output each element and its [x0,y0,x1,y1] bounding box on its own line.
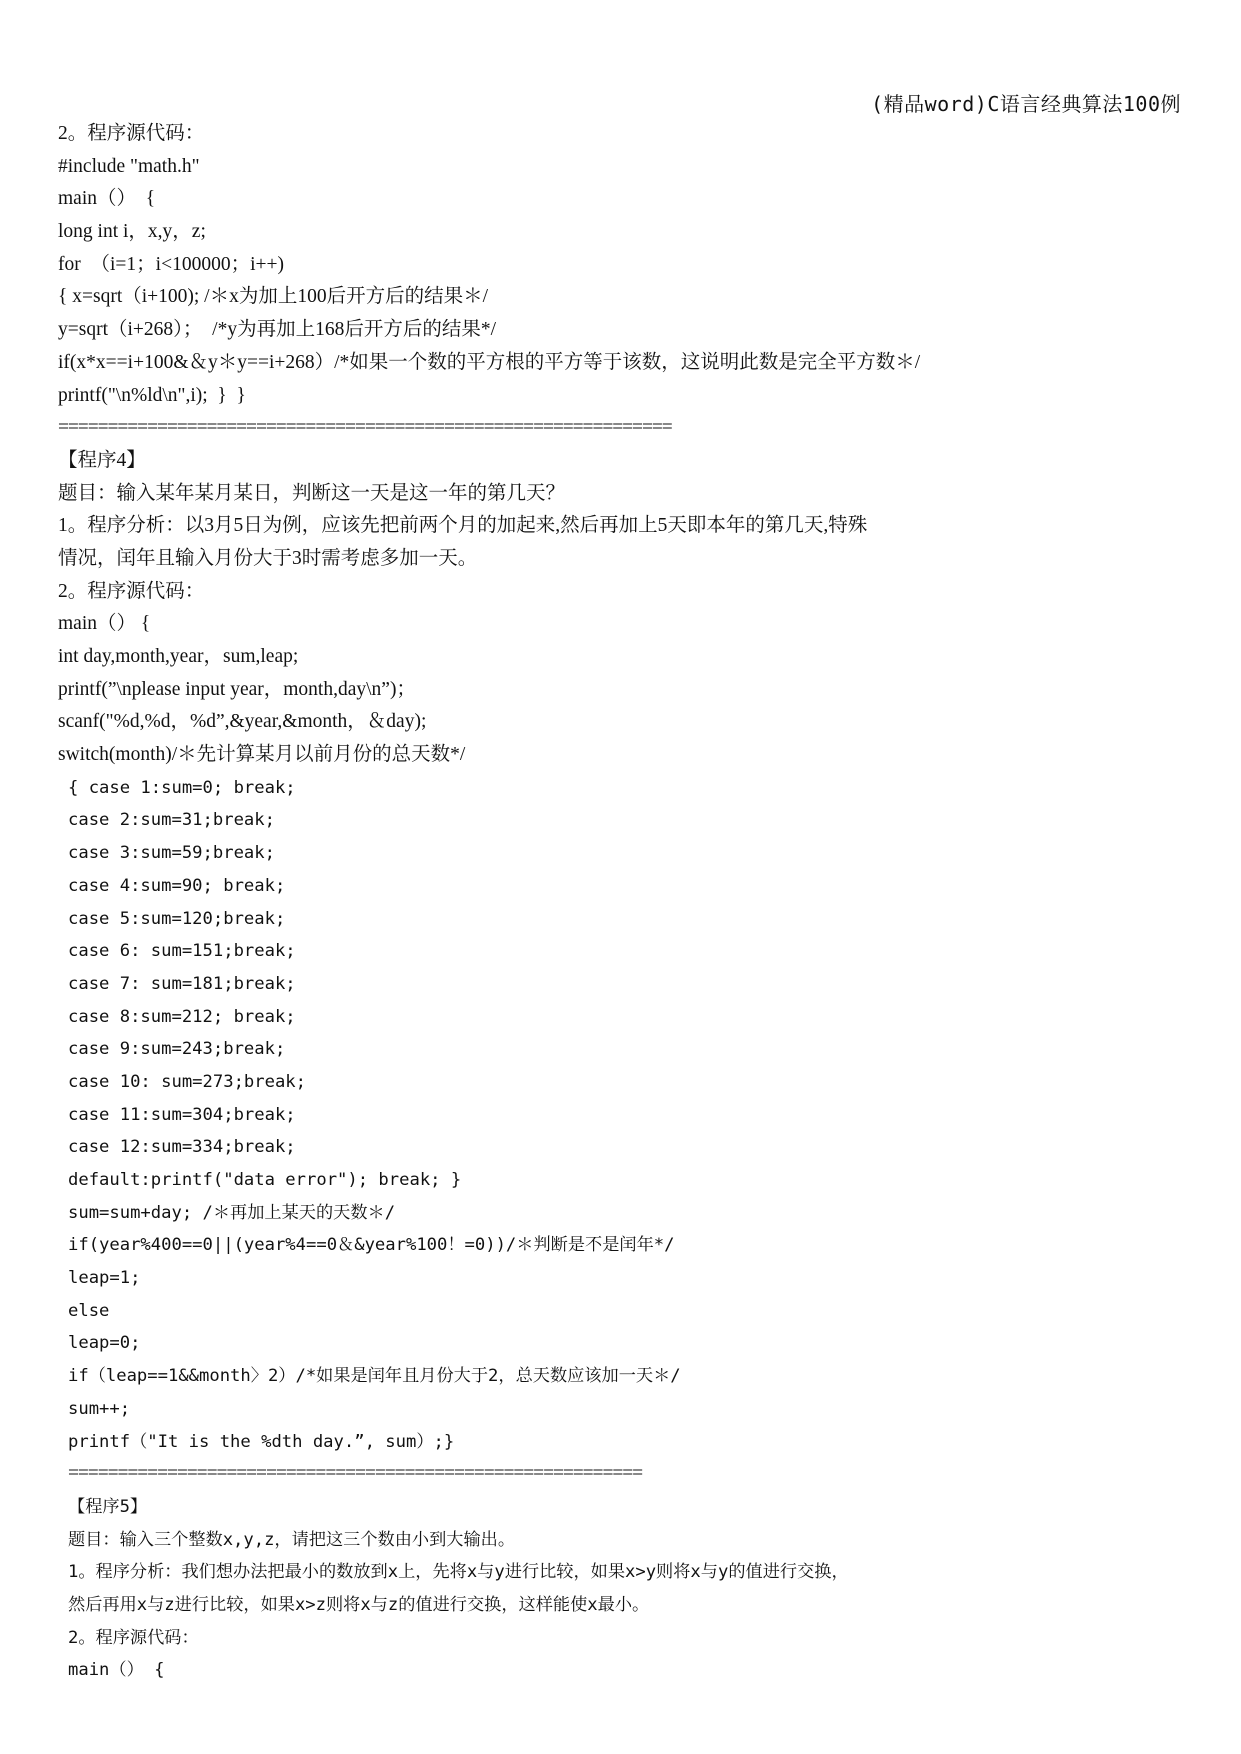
text-line: switch(month)/＊先计算某月以前月份的总天数*/ [58,744,466,766]
text-line: long int i，x,y，z; [58,221,206,243]
text-line: printf(”\nplease input year，month,day\n”)； [58,678,416,700]
text-line: 然后再用x与z进行比较，如果x>z则将x与z的值进行交换，这样能使x最小。 [68,1594,650,1615]
separator-line: ========================================================== [68,1463,643,1485]
text-line: main（） { [68,1660,165,1681]
text-line: scanf("%d,%d，%d”,&year,&month，＆day); [58,711,427,733]
text-line: case 5:sum=120;break; [68,908,286,929]
text-line: leap=1; [68,1268,141,1289]
text-line: if(x*x==i+100&＆y＊y==i+268）/*如果一个数的平方根的平方等于该数，这说明此数是完全平方数＊/ [58,351,921,373]
text-line: 1。程序分析：以3月5日为例，应该先把前两个月的加起来,然后再加上5天即本年的第几天,特殊 [58,515,868,537]
text-line: for （i=1；i<100000；i++) [58,253,284,275]
text-line: case 3:sum=59;break; [68,843,275,864]
text-line: printf（"It is the %dth day.”, sum）;} [68,1431,455,1452]
text-line: sum=sum+day; /＊再加上某天的天数＊/ [68,1202,396,1223]
text-line: #include "math.h" [58,155,200,177]
text-line: case 11:sum=304;break; [68,1104,296,1125]
text-line: 【程序4】 [58,449,146,471]
text-line: int day,month,year，sum,leap; [58,646,299,667]
text-line: if（leap==1&&month〉2）/*如果是闰年且月份大于2，总天数应该加一天＊/ [68,1366,681,1387]
text-line: case 4:sum=90; break; [68,875,286,896]
text-line: { case 1:sum=0; break; [68,777,296,798]
text-line: 【程序5】 [68,1496,148,1517]
text-line: 2。程序源代码： [68,1627,199,1648]
text-line: 2。程序源代码： [58,580,205,602]
text-line: case 9:sum=243;break; [68,1039,286,1060]
text-line: if(year%400==0||(year%4==0＆&year%100！=0))/＊判断是不是闰年*/ [68,1235,675,1256]
text-line: case 10: sum=273;break; [68,1071,306,1092]
text-line: case 2:sum=31;break; [68,810,275,831]
text-line: y=sqrt（i+268）； /*y为再加上168后开方后的结果*/ [58,319,496,341]
text-line: printf("\n%ld\n",i); } } [58,384,246,406]
text-line: 1。程序分析：我们想办法把最小的数放到x上，先将x与y进行比较，如果x>y则将x与y的值进行交换， [68,1562,849,1583]
separator-line: ============================================================== [58,417,672,439]
text-line: 情况，闰年且输入月份大于3时需考虑多加一天。 [58,547,478,569]
text-line: 2。程序源代码： [58,123,205,144]
text-line: main（） { [58,613,151,635]
text-line: case 7: sum=181;break; [68,973,296,994]
text-line: 题目：输入三个整数x,y,z，请把这三个数由小到大输出。 [68,1529,516,1550]
text-line: { x=sqrt（i+100); /＊x为加上100后开方后的结果＊/ [58,286,489,308]
text-line: else [68,1300,110,1321]
text-line: leap=0; [68,1333,141,1354]
text-line: main（） { [58,188,156,210]
text-line: case 8:sum=212; break; [68,1006,296,1027]
text-line: case 12:sum=334;break; [68,1137,296,1158]
page-header: (精品word)C语言经典算法100例 [871,92,1181,116]
document-body [58,118,1178,1687]
text-line: default:printf("data error"); break; } [68,1170,462,1190]
text-line: case 6: sum=151;break; [68,941,296,962]
text-line: sum++; [68,1398,131,1419]
text-line: 题目：输入某年某月某日，判断这一天是这一年的第几天？ [58,482,566,504]
